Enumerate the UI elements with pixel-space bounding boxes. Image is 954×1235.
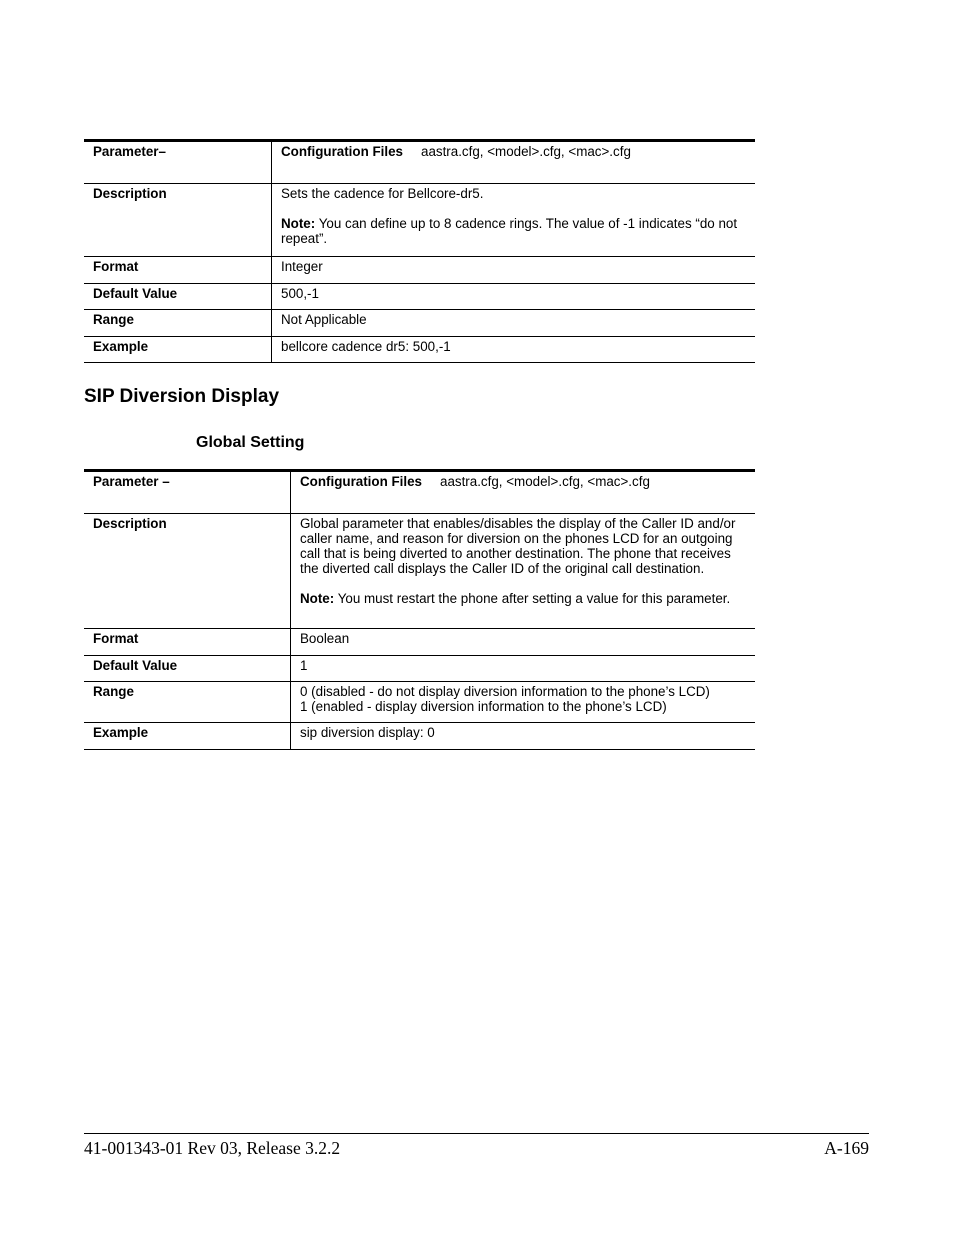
format-label: Format xyxy=(84,629,291,656)
table-row-format xyxy=(84,257,755,284)
parameter-label: Parameter– xyxy=(84,141,272,184)
note-text: You can define up to 8 cadence rings. The value of -1 indicates “do not repeat”. xyxy=(281,216,738,246)
description-text: Sets the cadence for Bellcore-dr5. xyxy=(281,186,484,201)
description-note xyxy=(300,591,747,606)
range-label: Range xyxy=(84,682,291,723)
example-label: Example xyxy=(84,723,291,750)
sip-diversion-display-parameter-table xyxy=(84,469,755,750)
table-row-parameter xyxy=(84,471,755,514)
config-files-label: Configuration Files xyxy=(300,474,422,489)
parameter-label: Parameter – xyxy=(84,471,291,514)
example-label: Example xyxy=(84,337,272,363)
description-cell xyxy=(272,184,756,257)
note-text: You must restart the phone after setting a value for this parameter. xyxy=(334,591,731,606)
note-label: Note: xyxy=(300,591,335,606)
bellcore-dr5-parameter-table xyxy=(84,139,755,363)
default-value-label: Default Value xyxy=(84,656,291,682)
default-value: 1 xyxy=(291,656,756,682)
table-row-range xyxy=(84,310,755,337)
format-label: Format xyxy=(84,257,272,284)
footer-page-number: A-169 xyxy=(824,1138,869,1158)
config-files-cell xyxy=(272,141,756,184)
table-row-description xyxy=(84,184,755,257)
description-label: Description xyxy=(84,184,272,257)
footer-divider xyxy=(84,1133,869,1134)
table-row-description xyxy=(84,514,755,629)
range-cell xyxy=(291,682,756,723)
description-cell xyxy=(291,514,756,629)
table-row-parameter xyxy=(84,141,755,184)
note-label: Note: xyxy=(281,216,316,231)
range-label: Range xyxy=(84,310,272,337)
range-option-enabled: 1 (enabled - display diversion information to the phone’s LCD) xyxy=(300,699,667,714)
table-row-default-value xyxy=(84,656,755,682)
config-files-cell xyxy=(291,471,756,514)
section-heading: SIP Diversion Display xyxy=(84,386,280,407)
default-value: 500,-1 xyxy=(272,284,756,310)
default-value-label: Default Value xyxy=(84,284,272,310)
format-value: Integer xyxy=(272,257,756,284)
range-value: Not Applicable xyxy=(272,310,756,337)
config-files-value: aastra.cfg, <model>.cfg, <mac>.cfg xyxy=(421,144,631,159)
table-row-example xyxy=(84,723,755,750)
table-row-range xyxy=(84,682,755,723)
table-row-example xyxy=(84,337,755,363)
format-value: Boolean xyxy=(291,629,756,656)
description-label: Description xyxy=(84,514,291,629)
config-files-label: Configuration Files xyxy=(281,144,403,159)
table-row-format xyxy=(84,629,755,656)
example-value: bellcore cadence dr5: 500,-1 xyxy=(272,337,756,363)
config-files-value: aastra.cfg, <model>.cfg, <mac>.cfg xyxy=(440,474,650,489)
footer-document-id: 41-001343-01 Rev 03, Release 3.2.2 xyxy=(84,1138,341,1158)
description-note xyxy=(281,216,747,246)
description-text: Global parameter that enables/disables the display of the Caller ID and/or caller name, and reason for diversion on the phones LCD for an outgoing call that is being diverted to another destination. The phone that receives the diverted call displays the Caller ID of the original call destination. xyxy=(300,516,736,576)
table-row-default-value xyxy=(84,284,755,310)
global-setting-heading: Global Setting xyxy=(196,434,305,451)
range-option-disabled: 0 (disabled - do not display diversion information to the phone’s LCD) xyxy=(300,684,710,699)
example-value: sip diversion display: 0 xyxy=(291,723,756,750)
